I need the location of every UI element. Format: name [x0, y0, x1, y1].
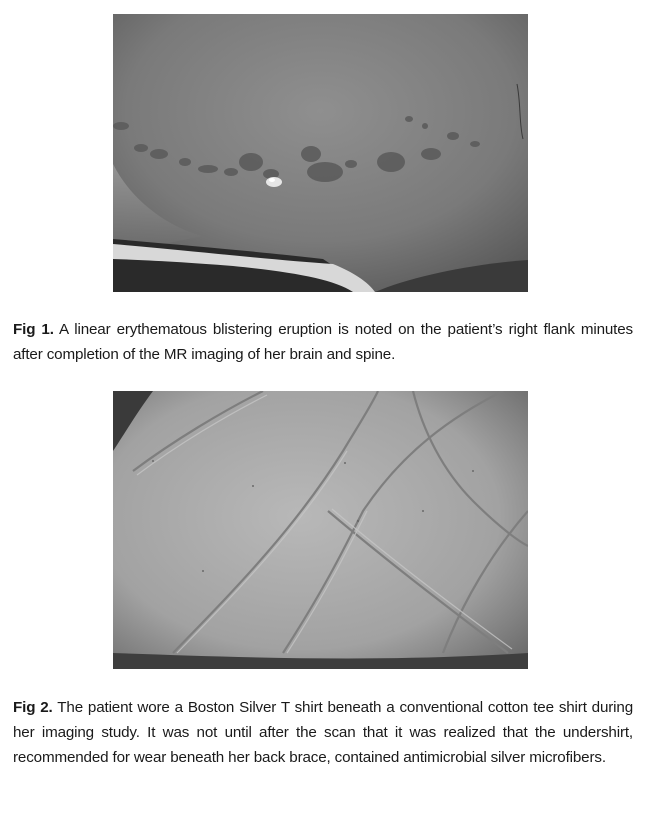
figure-2-caption: [13, 695, 633, 770]
figure-1-label: Fig 1.: [13, 321, 54, 338]
figure-2-photo: [113, 391, 528, 669]
figure-1-photo: [113, 14, 528, 292]
figure-1-text: A linear erythematous blistering eruption is noted on the patient’s right flank minutes after completion of the MR imaging of her brain and spine.: [13, 321, 633, 363]
figure-2-text: The patient wore a Boston Silver T shirt beneath a conventional cotton tee shirt during her imaging study. It was not until after the scan that it was realized that the undershirt, recommended for wear beneath her back brace, contained antimicrobial silver microfibers.: [13, 699, 633, 766]
figure-2-label: Fig 2.: [13, 699, 53, 716]
figure-1-caption: [13, 317, 633, 367]
